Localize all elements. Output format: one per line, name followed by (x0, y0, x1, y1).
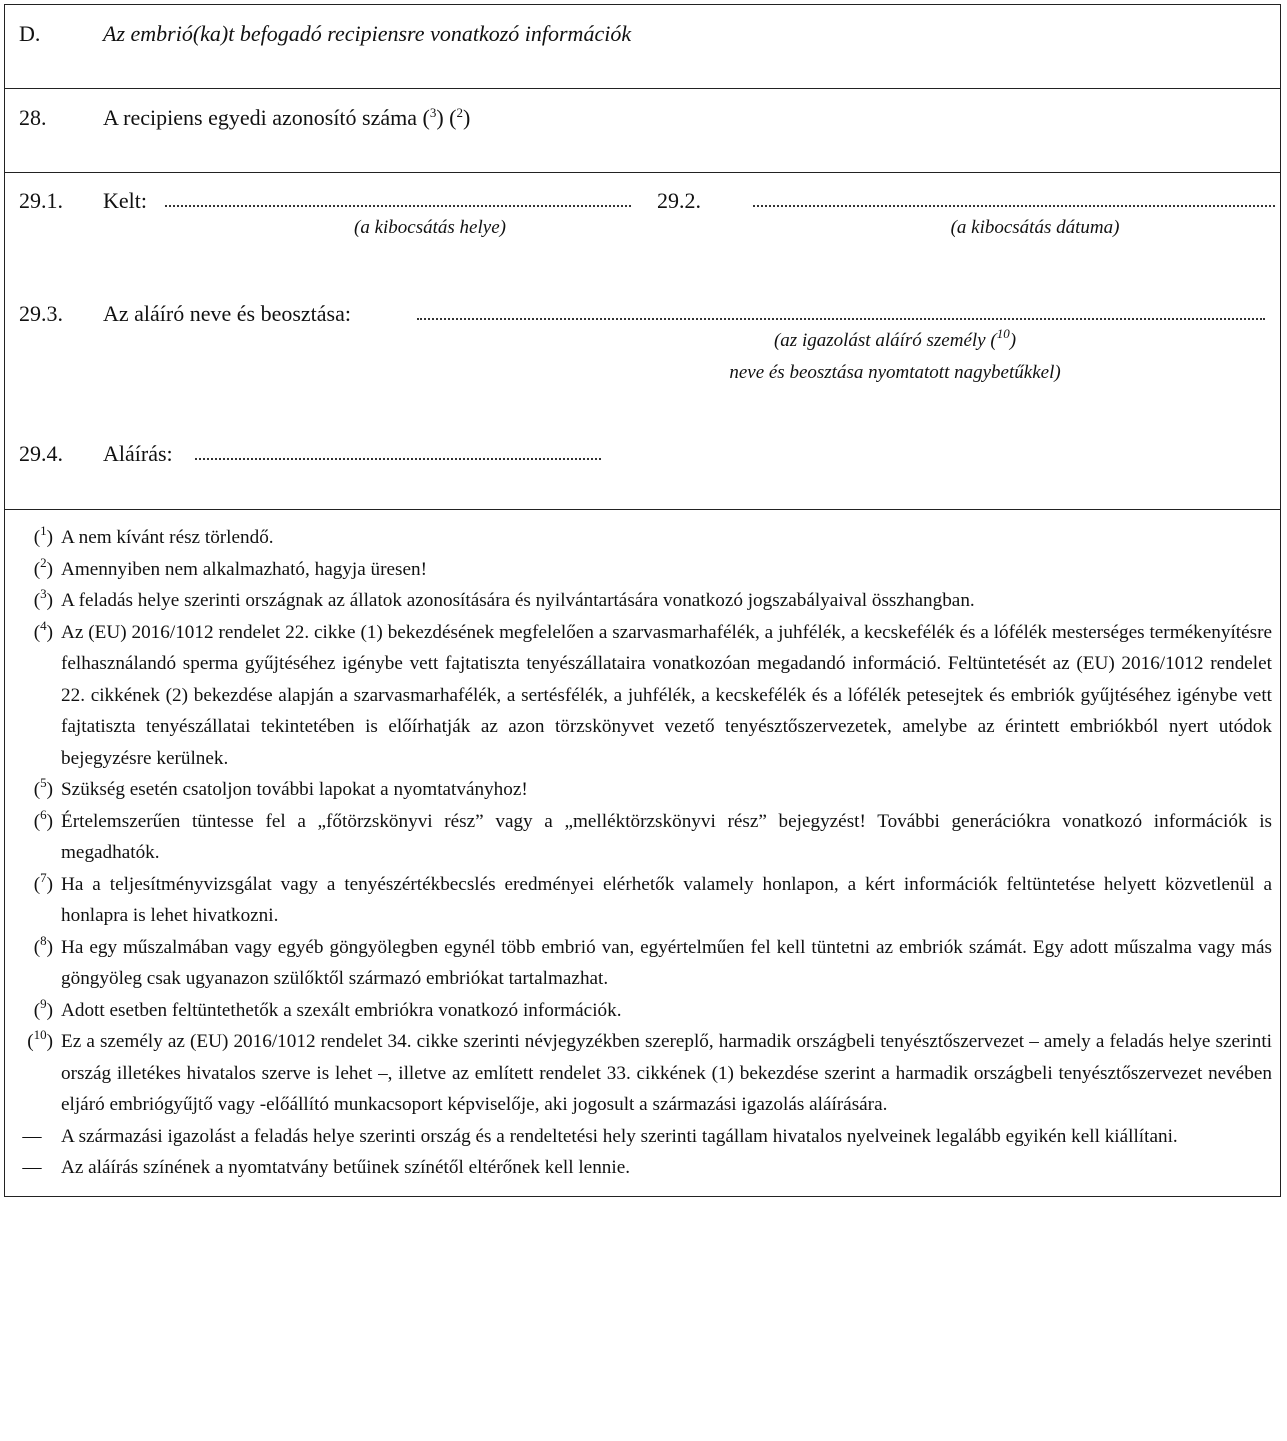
footnote-number: 10 (33, 1027, 47, 1042)
footnotes-section (5, 510, 1280, 1196)
footnote-2 (5, 554, 1272, 586)
field-28-row (5, 89, 1280, 173)
section-d-title: Az embrió(ka)t befogadó recipiensre vonatkozó információk (103, 21, 632, 46)
signatory-name-field[interactable] (417, 318, 1265, 320)
field-29-3-number: 29.3. (19, 301, 63, 326)
footnote-text: Ez a személy az (EU) 2016/1012 rendelet 34. cikke szerinti névjegyzékben szereplő, harmadik országbeli tenyésztőszervezet – amely a feladás helye szerinti ország illetékes hivatalos szerve is lehet –, illetve az említett rendelet 33. cikkének (1) bekezdése szerint a harmadik országbeli tenyésztőszervezet nevében eljáró embriógyűjtő vagy -előállító munkacsoport képviselője, aki jogosult a származási igazolás aláírására. (61, 1031, 1272, 1115)
footnote-text: Az (EU) 2016/1012 rendelet 22. cikke (1) bekezdésének megfelelően a szarvasmarhafélék, a juhfélék, a kecskefélék és a lófélék mesterséges termékenyítésre felhasználandó sperma gyűjtéséhez igénybe vett fajtatiszta tenyészállataira vonatkozóan megadandó információ. Feltüntetését az (EU) 2016/1012 rendelet 22. cikkének (2) bekezdése alapján a szarvasmarhafélék, a sertésfélék, a juhfélék, a kecskefélék és a lófélék petesejtek és embriók gyűjtéséhez igénybe vett fajtatiszta tenyészállatai tekintetében is előírhatják az azon törzskönyvet vezető tenyésztőszervezetek, amelybe az érintett embriókból nyert utódok bejegyzésre kerülnek. (61, 621, 1272, 769)
signature-section (5, 173, 1280, 510)
footnote-text: Értelemszerűen tüntesse fel a „főtörzskönyvi rész” vagy a „melléktörzskönyvi rész” bejegyzést! További generációkra vonatkozó információk is megadhatók. (61, 810, 1272, 863)
field-28-number: 28. (19, 105, 47, 130)
footnote-5 (5, 774, 1272, 806)
caption-text: ) (1009, 330, 1017, 351)
footnote-text: A feladás helye szerinti országnak az állatok azonosítására és nyilvántartására vonatkozó jogszabályaival összhangban. (61, 590, 975, 611)
footnote-1 (5, 522, 1272, 554)
footnote-ref: 2 (456, 105, 463, 120)
dash-note-2 (5, 1152, 1272, 1184)
footnote-9 (5, 995, 1272, 1027)
signatory-caption-line1 (645, 326, 1145, 352)
section-d-row (5, 5, 1280, 89)
signatory-caption-line2: neve és beosztása nyomtatott nagybetűkkel) (729, 362, 1061, 383)
footnote-4 (5, 617, 1272, 775)
footnote-number: 7 (40, 869, 47, 885)
footnote-number: 2 (40, 554, 47, 570)
section-d-number: D. (19, 21, 41, 46)
signature-field[interactable] (195, 458, 601, 460)
footnote-text: A nem kívánt rész törlendő. (61, 527, 274, 548)
footnote-number: 8 (40, 932, 47, 948)
footnote-ref: 10 (996, 326, 1010, 341)
footnote-marker: ($^9$) (33, 995, 53, 1021)
footnote-marker: ($^6$) (33, 806, 53, 832)
footnote-text: Ha a teljesítményvizsgálat vagy a tenyészértékbecslés eredményei elérhetők valamely honlapon, a kért információk feltüntetése helyett közvetlenül a honlapra is lehet hivatkozni. (61, 873, 1272, 926)
dash-marker: — (22, 1125, 42, 1147)
date-of-issue-caption: (a kibocsátás dátuma) (950, 217, 1120, 238)
footnote-number: 5 (40, 775, 47, 790)
footnote-marker: ($^5$) (33, 775, 53, 800)
footnote-marker: ($^4$) (33, 617, 53, 643)
field-29-4-label: Aláírás: (103, 441, 173, 466)
place-of-issue-field[interactable] (165, 205, 631, 207)
footnote-number: 1 (40, 523, 47, 538)
field-28-label-text: A recipiens egyedi azonosító száma (103, 105, 418, 130)
footnote-text: Ha egy műszalmában vagy egyéb göngyölegben egynél több embrió van, egyértelműen fel kell tüntetni az embriók számát. Egy adott műszalma vagy más göngyöleg csak ugyanazon szülőktől származó embriókat tartalmazhat. (61, 936, 1272, 989)
date-of-issue-field[interactable] (753, 205, 1275, 207)
footnote-7 (5, 869, 1272, 932)
footnote-text: Szükség esetén csatoljon további lapokat a nyomtatványhoz! (61, 779, 528, 800)
footnote-marker: ($^7$) (33, 869, 53, 895)
footnote-10 (5, 1026, 1272, 1121)
footnote-ref: 3 (429, 105, 437, 120)
dash-note-text: A származási igazolást a feladás helye szerinti ország és a rendeltetési hely szerinti tagállam hivatalos nyelveinek legalább egyikén kell kiállítani. (61, 1125, 1178, 1147)
footnote-6 (5, 806, 1272, 869)
field-29-1-number: 29.1. (19, 188, 63, 213)
footnote-text: Adott esetben feltüntethetők a szexált embriókra vonatkozó információk. (61, 999, 622, 1021)
certificate-form (4, 4, 1281, 1197)
footnote-marker: ($^3$) (33, 586, 53, 611)
field-29-4-number: 29.4. (19, 441, 63, 466)
footnote-marker: ($^8$) (33, 932, 53, 958)
dash-marker: — (22, 1157, 42, 1178)
caption-text: (az igazolást aláíró személy ( (773, 330, 997, 351)
field-29-3-label: Az aláíró neve és beosztása: (103, 301, 351, 326)
dash-note-text: Az aláírás színének a nyomtatvány betűinek színétől eltérőnek kell lennie. (61, 1157, 631, 1178)
footnote-marker: ($^1$) (33, 523, 53, 548)
footnote-3 (5, 585, 1272, 617)
footnote-number: 9 (40, 995, 47, 1011)
footnote-number: 3 (40, 586, 47, 601)
footnote-marker: ($^2$) (33, 554, 53, 580)
footnote-number: 4 (40, 617, 47, 633)
footnote-text: Amennyiben nem alkalmazható, hagyja üresen! (61, 558, 428, 580)
dash-note-1 (5, 1121, 1272, 1153)
place-of-issue-caption: (a kibocsátás helye) (354, 217, 506, 238)
field-29-2-number: 29.2. (657, 188, 701, 213)
footnote-number: 6 (40, 806, 47, 822)
footnote-8 (5, 932, 1272, 995)
footnote-marker: ($^{10}$) (27, 1027, 53, 1052)
field-28-label: A recipiens egyedi azonosító száma ($^3$) ($^2$) (103, 105, 471, 130)
field-29-1-label: Kelt: (103, 188, 147, 213)
